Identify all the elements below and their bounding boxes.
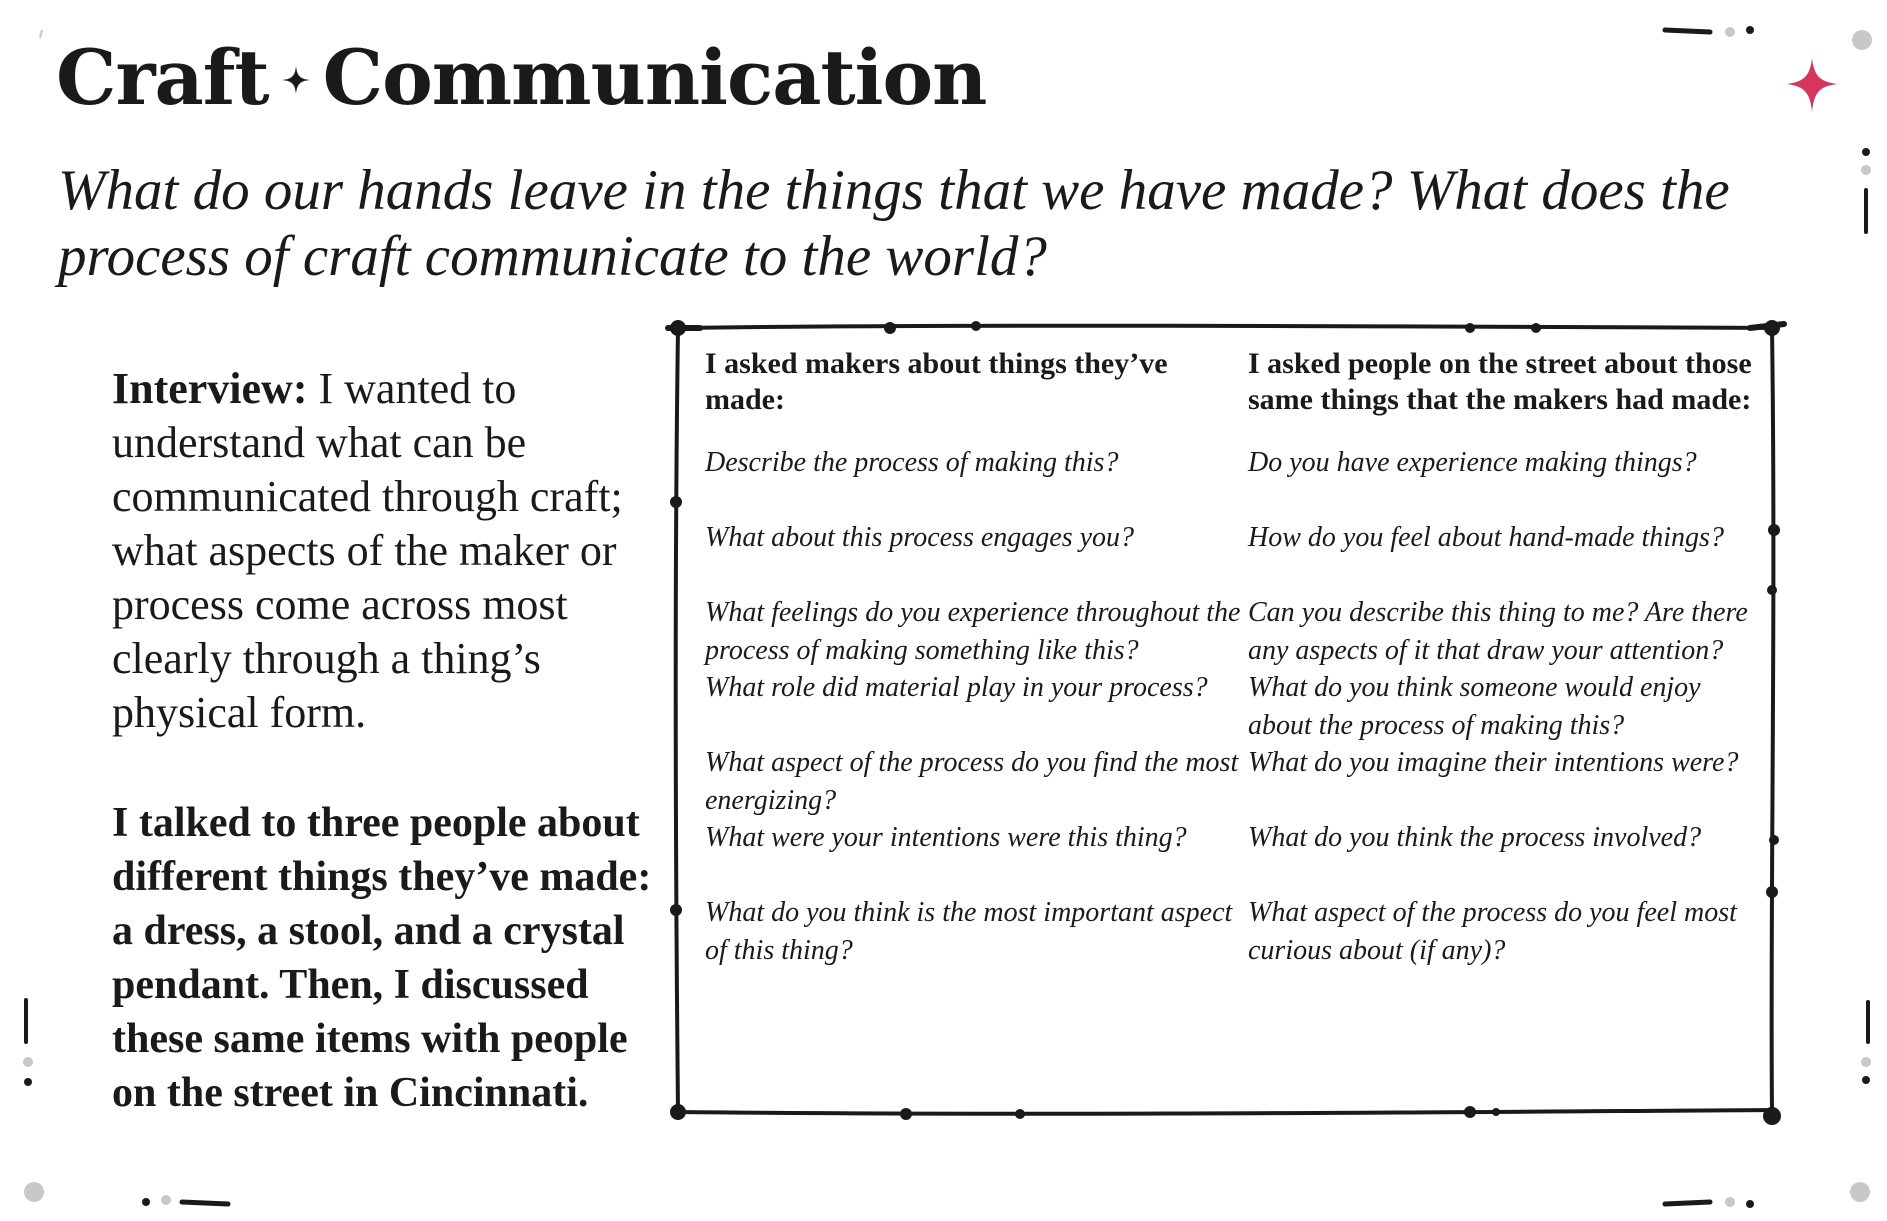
street-question: What aspect of the process do you feel most curious about (if any)? xyxy=(1248,897,1737,966)
page-title xyxy=(56,33,987,122)
street-column xyxy=(1248,346,1768,969)
intro-lead: Interview: xyxy=(112,364,308,413)
street-question: Do you have experience making things? xyxy=(1248,447,1697,478)
maker-question: What were your intentions were this thing? xyxy=(705,822,1187,853)
maker-question: What feelings do you experience throughout the process of making something like this? xyxy=(705,597,1241,666)
street-question: What do you think someone would enjoy about the process of making this? xyxy=(1248,672,1701,741)
sparkle-icon xyxy=(281,65,311,95)
street-heading: I asked people on the street about those same things that the makers had made: xyxy=(1248,347,1752,416)
summary-paragraph: I talked to three people about different things they’ve made: a dress, a stool, and a crystal pendant. Then, I discussed these same items with people on the street in Cincinnati. xyxy=(112,800,652,1116)
title-right: Communication xyxy=(322,33,987,122)
street-question: What do you think the process involved? xyxy=(1248,822,1702,853)
street-question: What do you imagine their intentions were? xyxy=(1248,747,1739,778)
intro-paragraph xyxy=(112,362,672,740)
street-question: Can you describe this thing to me? Are there any aspects of it that draw your attention? xyxy=(1248,597,1748,666)
intro-text: I wanted to understand what can be communicated through craft; what aspects of the maker or process come across most clearly through a thing’s physical form. xyxy=(112,364,623,737)
makers-column xyxy=(705,346,1245,969)
subtitle: What do our hands leave in the things that we have made? What does the process of craft communicate to the world? xyxy=(58,159,1730,288)
maker-question: What do you think is the most important aspect of this thing? xyxy=(705,897,1233,966)
title-left: Craft xyxy=(56,33,269,122)
star-icon xyxy=(1786,58,1838,112)
maker-question: Describe the process of making this? xyxy=(705,447,1119,478)
maker-question: What about this process engages you? xyxy=(705,522,1135,553)
maker-question: What aspect of the process do you find the most energizing? xyxy=(705,747,1239,816)
makers-heading: I asked makers about things they’ve made: xyxy=(705,347,1168,416)
maker-question: What role did material play in your process? xyxy=(705,672,1208,703)
street-question: How do you feel about hand-made things? xyxy=(1248,522,1724,553)
